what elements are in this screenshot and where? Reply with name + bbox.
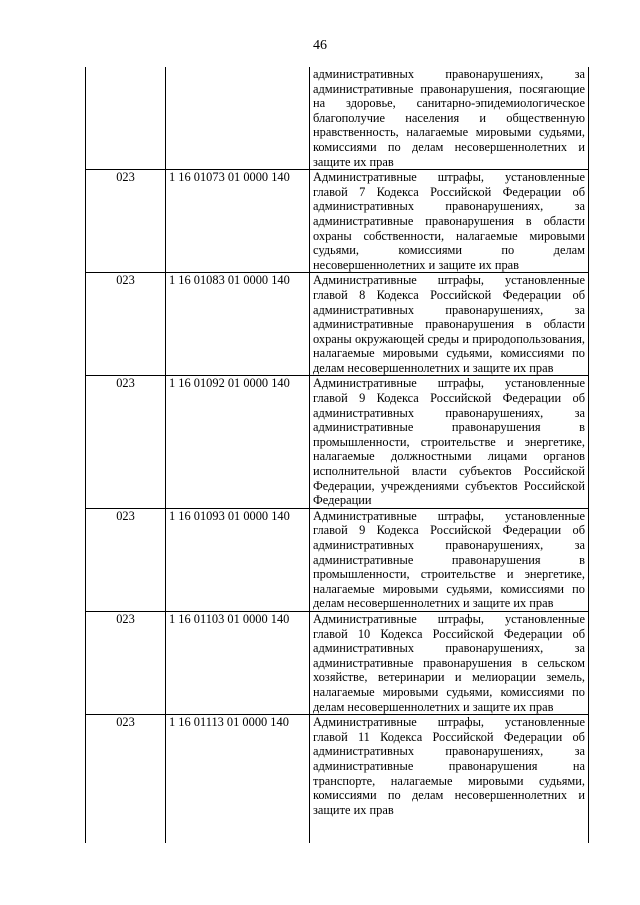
budget-code-cell: 1 16 01073 01 0000 140 (166, 170, 310, 273)
page-number: 46 (313, 38, 327, 53)
table-row (86, 67, 589, 170)
table-row (86, 611, 589, 714)
budget-code-cell: 1 16 01113 01 0000 140 (166, 715, 310, 844)
budget-code-cell: 1 16 01103 01 0000 140 (166, 611, 310, 714)
description-cell: Административные штрафы, установленные главой 9 Кодекса Российской Федерации об административных правонарушениях, за административные правонарушения в промышленности, строительстве и энергетике, налагаемые мировыми судьями, комиссиями по делам несовершеннолетних и защите их прав (310, 508, 589, 611)
budget-code-cell: 1 16 01093 01 0000 140 (166, 508, 310, 611)
description-cell: административных правонарушениях, за административные правонарушения, посягающие на здоровье, санитарно-эпидемиологическое благополучие населения и общественную нравственность, налагаемые мировыми судьями, комиссиями по делам несовершеннолетних и защите их прав (310, 67, 589, 170)
description-cell: Административные штрафы, установленные главой 9 Кодекса Российской Федерации об административных правонарушениях, за административные правонарушения в промышленности, строительстве и энергетике, налагаемые должностными лицами органов исполнительной власти субъектов Российской Федерации, учреждениями субъектов Российской Федерации (310, 376, 589, 508)
admin-code-cell: 023 (86, 273, 166, 376)
admin-code-cell: 023 (86, 508, 166, 611)
description-cell: Административные штрафы, установленные главой 11 Кодекса Российской Федерации об административных правонарушениях, за административные правонарушения на транспорте, налагаемые мировыми судьями, комиссиями по делам несовершеннолетних и защите их прав (310, 715, 589, 844)
admin-code-cell (86, 67, 166, 170)
table-row (86, 170, 589, 273)
description-cell: Административные штрафы, установленные главой 10 Кодекса Российской Федерации об административных правонарушениях, за административные правонарушения в сельском хозяйстве, ветеринарии и мелиорации земель, налагаемые мировыми судьями, комиссиями по делам несовершеннолетних и защите их прав (310, 611, 589, 714)
table-row (86, 376, 589, 508)
table-row (86, 273, 589, 376)
admin-code-cell: 023 (86, 611, 166, 714)
admin-code-cell: 023 (86, 715, 166, 844)
table-row (86, 715, 589, 844)
description-cell: Административные штрафы, установленные главой 8 Кодекса Российской Федерации об административных правонарушениях, за административные правонарушения в области охраны окружающей среды и природопользования, налагаемые мировыми судьями, комиссиями по делам несовершеннолетних и защите их прав (310, 273, 589, 376)
admin-code-cell: 023 (86, 170, 166, 273)
description-cell: Административные штрафы, установленные главой 7 Кодекса Российской Федерации об административных правонарушениях, за административные правонарушения в области охраны собственности, налагаемые мировыми судьями, комиссиями по делам несовершеннолетних и защите их прав (310, 170, 589, 273)
budget-code-cell: 1 16 01083 01 0000 140 (166, 273, 310, 376)
budget-code-cell: 1 16 01092 01 0000 140 (166, 376, 310, 508)
table-row (86, 508, 589, 611)
budget-code-cell (166, 67, 310, 170)
budget-classification-table (85, 67, 589, 843)
admin-code-cell: 023 (86, 376, 166, 508)
